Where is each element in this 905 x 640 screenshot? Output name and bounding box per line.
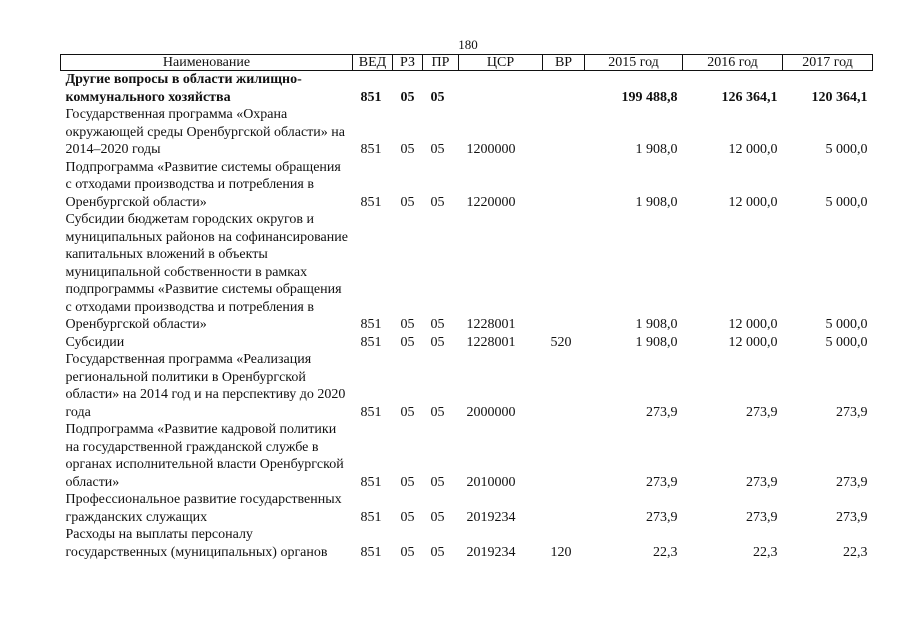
table-body (61, 71, 873, 562)
row-2015: 1 908,0 (635, 317, 678, 332)
row-vr: 120 (550, 544, 572, 560)
row-pr: 05 (430, 474, 445, 490)
row-2016: 12 000,0 (728, 142, 778, 157)
row-rz: 05 (400, 89, 415, 105)
row-name: Подпрограмма «Развитие кадровой политики на государственной гражданской службе в органах исполнительной власти Оренбургской области» (65, 422, 344, 490)
row-name: Субсидии (65, 334, 125, 350)
row-name: Государственная программа «Реализация региональной политики в Оренбургской области» на 2014 год и на перспективу до 2020 года (65, 352, 346, 420)
row-rz: 05 (400, 404, 415, 420)
row-ved: 851 (360, 334, 382, 350)
row-2015: 1 908,0 (635, 142, 678, 157)
row-2017: 5 000,0 (825, 317, 868, 332)
row-rz: 05 (400, 509, 415, 525)
row-2016: 273,9 (746, 404, 778, 420)
row-rz: 05 (400, 544, 415, 560)
row-2017: 273,9 (836, 404, 868, 420)
row-pr: 05 (430, 89, 445, 105)
row-2016: 12 000,0 (728, 334, 778, 350)
row-csr (459, 71, 543, 107)
row-2016: 126 364,1 (721, 89, 778, 105)
row-2015: 273,9 (646, 509, 678, 525)
header-2017: 2017 год (783, 55, 873, 71)
page-number: 180 (458, 37, 478, 52)
row-2017: 273,9 (836, 509, 868, 525)
row-csr: 1228001 (466, 317, 516, 332)
header-2016: 2016 год (683, 55, 783, 71)
table-row (61, 351, 873, 421)
row-ved: 851 (360, 317, 382, 332)
row-name: Профессиональное развитие государственных гражданских служащих (65, 492, 342, 525)
row-csr: 1228001 (466, 334, 516, 350)
row-vr: 520 (550, 334, 572, 350)
row-pr: 05 (430, 317, 445, 332)
row-ved: 851 (360, 474, 382, 490)
row-rz: 05 (400, 142, 415, 157)
row-2016: 273,9 (746, 474, 778, 490)
row-ved: 851 (360, 509, 382, 525)
row-rz: 05 (400, 194, 415, 210)
header-vr: ВР (543, 55, 585, 71)
row-rz: 05 (400, 317, 415, 332)
row-csr: 2019234 (466, 509, 516, 525)
row-pr: 05 (430, 544, 445, 560)
row-2015: 273,9 (646, 474, 678, 490)
header-2015: 2015 год (585, 55, 683, 71)
row-2017: 120 364,1 (811, 89, 868, 105)
row-name: Подпрограмма «Развитие системы обращения с отходами производства и потребления в Оренбургской области» (65, 159, 341, 210)
table-row (61, 106, 873, 159)
row-pr: 05 (430, 509, 445, 525)
row-2015: 199 488,8 (621, 89, 678, 105)
header-rz: РЗ (393, 55, 423, 71)
row-csr: 1220000 (466, 194, 516, 210)
header-csr: ЦСР (459, 55, 543, 71)
row-rz: 05 (400, 334, 415, 350)
table-row (61, 159, 873, 212)
row-name: Субсидии бюджетам городских округов и муниципальных районов на софинансирование капитальных вложений в объекты муниципальной собственности в рамках подпрограммы «Развитие системы обращения с отходами производства и потребления в Оренбургской области» (65, 212, 348, 332)
row-2015: 273,9 (646, 404, 678, 420)
row-vr (543, 159, 585, 212)
row-pr: 05 (430, 142, 445, 157)
table-row (61, 71, 873, 107)
row-vr (543, 71, 585, 107)
row-2017: 5 000,0 (825, 142, 868, 157)
row-ved: 851 (360, 544, 382, 560)
row-csr: 2019234 (466, 544, 516, 560)
row-2015: 22,3 (653, 544, 678, 560)
row-2015: 1 908,0 (635, 194, 678, 210)
row-2017: 5 000,0 (825, 334, 868, 350)
row-ved: 851 (360, 404, 382, 420)
row-2016: 12 000,0 (728, 194, 778, 210)
row-pr: 05 (430, 194, 445, 210)
header-row (61, 55, 873, 71)
row-vr (543, 106, 585, 159)
row-vr (543, 351, 585, 421)
table-row (61, 491, 873, 526)
row-name: Другие вопросы в области жилищно-коммунального хозяйства (65, 72, 302, 105)
row-2017: 273,9 (836, 474, 868, 490)
row-ved: 851 (360, 194, 382, 210)
table-row (61, 421, 873, 491)
row-2017: 22,3 (843, 544, 868, 560)
row-ved: 851 (360, 89, 382, 105)
table-row (61, 334, 873, 352)
row-vr (543, 211, 585, 334)
row-2016: 22,3 (753, 544, 778, 560)
header-ved: ВЕД (353, 55, 393, 71)
row-csr: 2000000 (466, 404, 516, 420)
header-pr: ПР (423, 55, 459, 71)
row-rz: 05 (400, 474, 415, 490)
table-row (61, 211, 873, 334)
row-ved: 851 (360, 142, 382, 157)
table-row (61, 526, 873, 561)
row-2017: 5 000,0 (825, 194, 868, 210)
row-pr: 05 (430, 404, 445, 420)
row-vr (543, 421, 585, 491)
row-pr: 05 (430, 334, 445, 350)
row-name: Расходы на выплаты персоналу государственных (муниципальных) органов (65, 527, 328, 560)
header-name: Наименование (61, 55, 353, 71)
row-2016: 273,9 (746, 509, 778, 525)
row-vr (543, 491, 585, 526)
row-csr: 1200000 (466, 142, 516, 157)
table-header (61, 55, 873, 71)
row-2016: 12 000,0 (728, 317, 778, 332)
row-2015: 1 908,0 (635, 334, 678, 350)
row-name: Государственная программа «Охрана окружающей среды Оренбургской области» на 2014–2020 годы (65, 107, 345, 157)
row-csr: 2010000 (466, 474, 516, 490)
budget-table (60, 54, 873, 561)
